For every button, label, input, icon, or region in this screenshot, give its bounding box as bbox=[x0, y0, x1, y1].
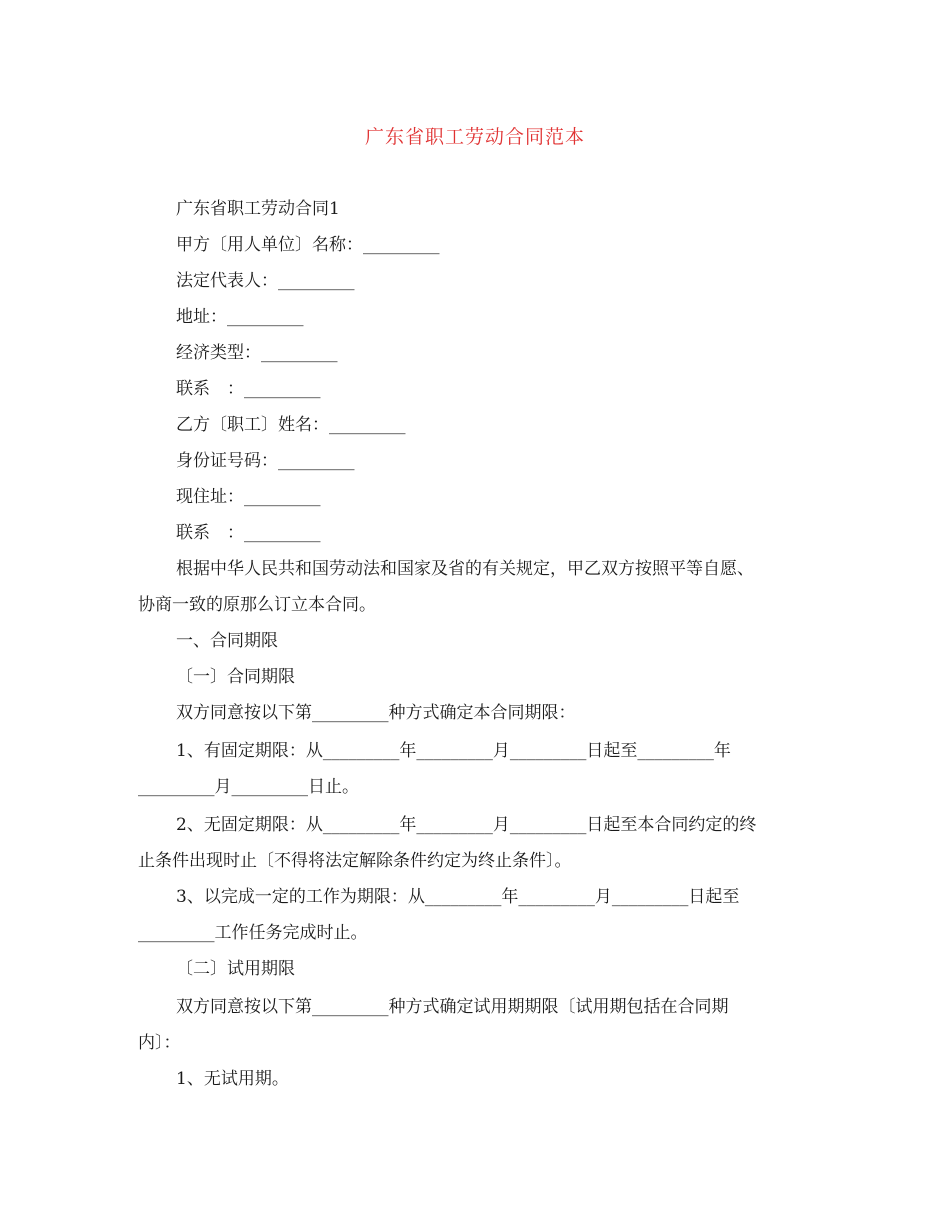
open-term-line-1: 2、无固定期限：从_________年_________月_________日起至本合同约定的终 bbox=[176, 815, 757, 835]
legal-representative-line: 法定代表人：_________ bbox=[176, 271, 355, 291]
task-term-line-2: _________工作任务完成时止。 bbox=[138, 923, 368, 943]
current-address-line: 现住址：_________ bbox=[176, 487, 321, 507]
party-b-name-line: 乙方〔职工〕姓名：_________ bbox=[176, 415, 406, 435]
address-line: 地址：_________ bbox=[176, 307, 304, 327]
open-term-line-2: 止条件出现时止〔不得将法定解除条件约定为终止条件〕。 bbox=[138, 851, 572, 871]
probation-method-line-2: 内〕： bbox=[138, 1033, 181, 1053]
document-title: 广东省职工劳动合同范本 bbox=[364, 126, 585, 148]
task-term-line-1: 3、以完成一定的工作为期限：从_________年_________月_________日起至 bbox=[176, 887, 740, 907]
economic-type-line: 经济类型：_________ bbox=[176, 343, 338, 363]
subsection-heading-probation: 〔二〕试用期限 bbox=[176, 959, 295, 979]
probation-method-line-1: 双方同意按以下第_________种方式确定试用期期限〔试用期包括在合同期 bbox=[176, 997, 729, 1017]
contract-heading: 广东省职工劳动合同1 bbox=[176, 199, 340, 219]
no-probation-line: 1、无试用期。 bbox=[176, 1069, 289, 1089]
party-b-contact-line: 联系 ：_________ bbox=[176, 523, 321, 543]
party-a-name-line: 甲方〔用人单位〕名称：_________ bbox=[176, 235, 440, 255]
section-heading-term: 一、合同期限 bbox=[176, 631, 278, 651]
id-number-line: 身份证号码：_________ bbox=[176, 451, 355, 471]
party-a-contact-line: 联系 ：_________ bbox=[176, 379, 321, 399]
fixed-term-line-1: 1、有固定期限：从_________年_________月_________日起至_________年 bbox=[176, 741, 731, 761]
preamble-line-1: 根据中华人民共和国劳动法和国家及省的有关规定，甲乙双方按照平等自愿、 bbox=[176, 559, 754, 579]
subsection-heading-contract-term: 〔一〕合同期限 bbox=[176, 667, 295, 687]
preamble-line-2: 协商一致的原那么订立本合同。 bbox=[138, 595, 376, 615]
fixed-term-line-2: _________月_________日止。 bbox=[138, 777, 359, 797]
term-method-line: 双方同意按以下第_________种方式确定本合同期限： bbox=[176, 703, 576, 723]
